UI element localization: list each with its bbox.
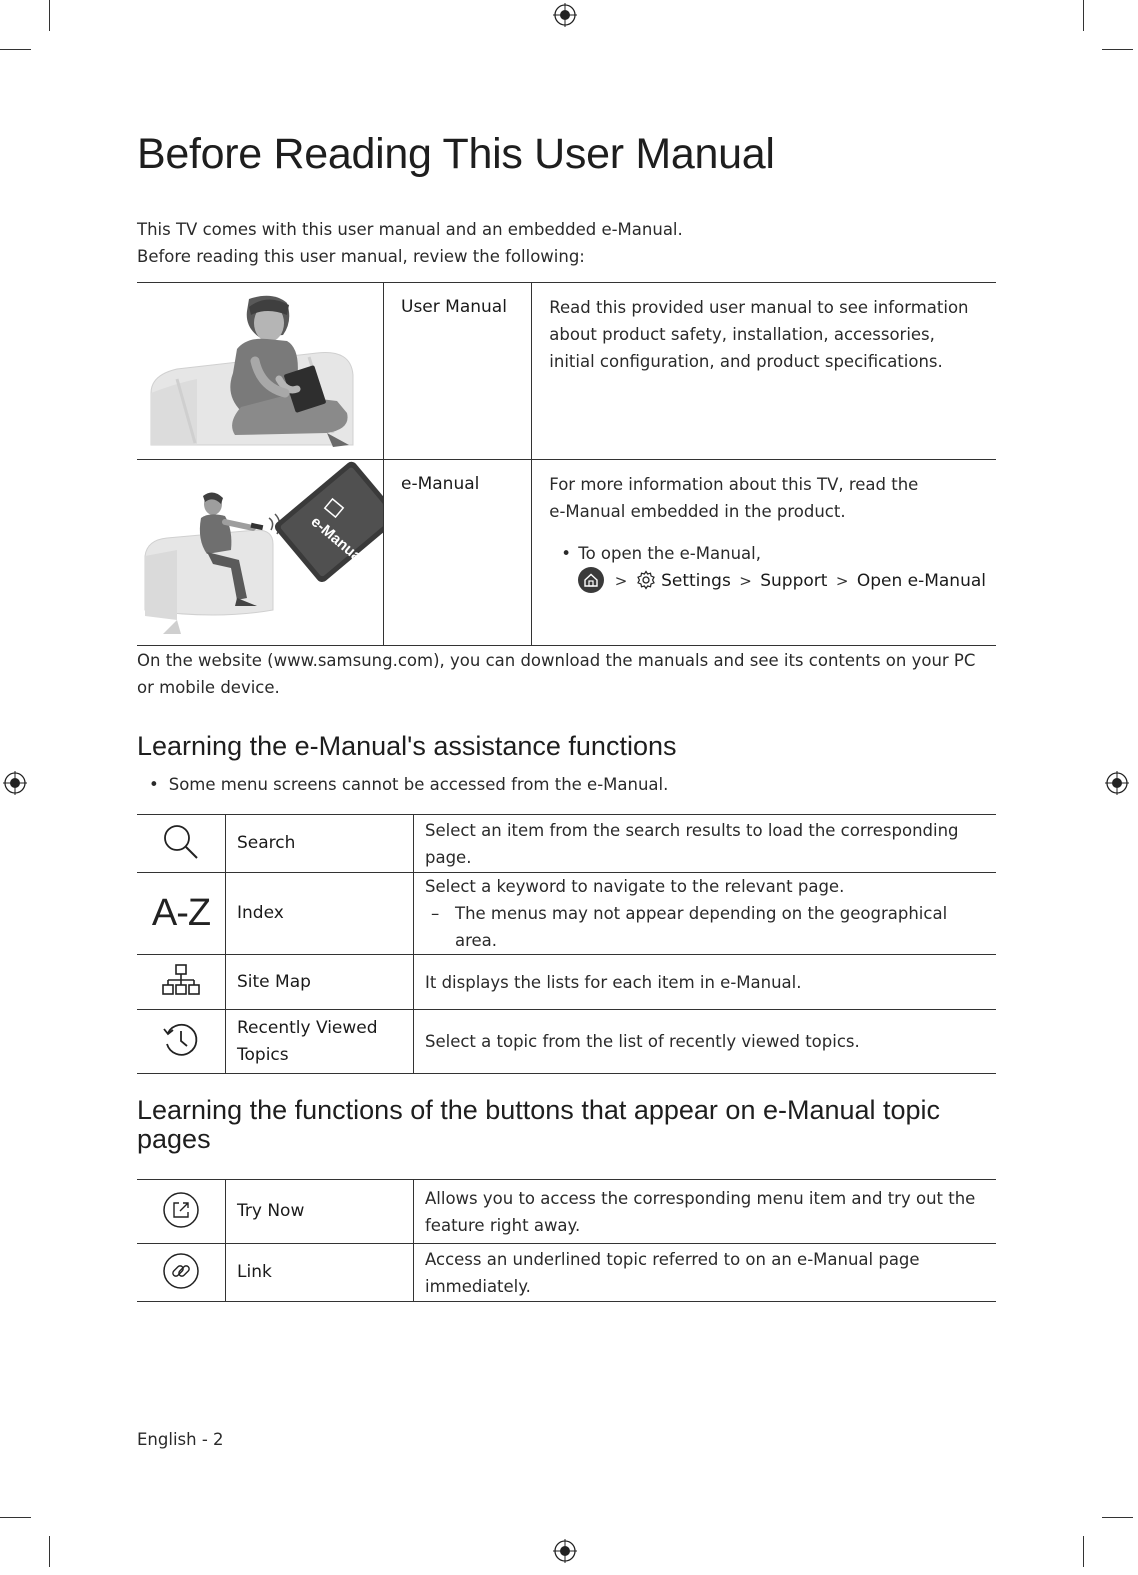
button-name: Try Now (226, 1180, 414, 1244)
crop-mark (1102, 1517, 1133, 1518)
description-cell (532, 460, 996, 646)
link-icon (162, 1252, 200, 1290)
website-note: On the website (www.samsung.com), you can download the manuals and see its contents on your PC or mobile device. (137, 651, 976, 697)
description-line: initial configuration, and product specifications. (549, 352, 943, 371)
function-description: Select a topic from the list of recently viewed topics. (414, 1010, 997, 1074)
icon-cell (137, 873, 226, 955)
function-name: Search (226, 815, 414, 873)
function-description-cell (414, 873, 997, 955)
description-cell (532, 283, 996, 460)
crop-mark (49, 0, 50, 31)
table-row (137, 1010, 996, 1074)
icon-cell (137, 1010, 226, 1074)
user-manual-label: User Manual (401, 297, 507, 317)
page-title: Before Reading This User Manual (137, 130, 775, 178)
crop-mark (0, 1517, 31, 1518)
button-description: Access an underlined topic referred to on an e-Manual page immediately. (414, 1244, 997, 1302)
page-footer: English - 2 (137, 1430, 224, 1449)
function-description: Select an item from the search results to load the corresponding page. (414, 815, 997, 873)
home-button-icon (578, 567, 604, 593)
illustration-cell (137, 283, 384, 460)
assistance-functions-table (137, 814, 996, 1074)
table-row (137, 873, 996, 955)
table-row (137, 955, 996, 1010)
button-name: Link (226, 1244, 414, 1302)
table-row (137, 1244, 996, 1302)
a-z-index-icon: A-Z (151, 892, 211, 934)
e-manual-label: e-Manual (401, 474, 480, 494)
buttons-heading: Learning the functions of the buttons that appear on e-Manual topic pages (137, 1095, 941, 1154)
intro-line: This TV comes with this user manual and an embedded e-Manual. (137, 220, 683, 239)
button-description: Allows you to access the corresponding menu item and try out the feature right away. (414, 1180, 997, 1244)
chevron-right-icon: > (835, 572, 849, 590)
chevron-right-icon: > (614, 572, 628, 590)
icon-cell (137, 815, 226, 873)
button-functions-table (137, 1179, 996, 1302)
try-now-icon (162, 1191, 200, 1229)
registration-mark-icon (1105, 771, 1129, 795)
description-line: about product safety, installation, accessories, (549, 325, 935, 344)
function-sub-note: – The menus may not appear depending on the geographical area. (425, 900, 988, 954)
intro-line: Before reading this user manual, review the following: (137, 247, 585, 266)
function-name: Site Map (226, 955, 414, 1010)
description-line: For more information about this TV, read the (549, 475, 919, 494)
person-reading-manual-illustration (137, 283, 383, 455)
function-name: Index (226, 873, 414, 955)
person-watching-tv-illustration (137, 460, 383, 641)
table-row (137, 815, 996, 873)
table-row (137, 460, 996, 646)
crop-mark (1083, 1536, 1084, 1567)
manual-types-table (137, 282, 996, 646)
registration-mark-icon (553, 3, 577, 27)
description-line: e-Manual embedded in the product. (549, 502, 846, 521)
function-name: Recently Viewed Topics (226, 1010, 414, 1074)
crop-mark (49, 1536, 50, 1567)
crop-mark (1083, 0, 1084, 31)
icon-cell (137, 1180, 226, 1244)
open-e-manual-bullet (549, 540, 986, 595)
gear-icon (636, 570, 656, 590)
settings-menu-label: Settings (661, 571, 731, 591)
function-description: It displays the lists for each item in e-Manual. (414, 955, 997, 1010)
crop-mark (1102, 49, 1133, 50)
illustration-cell (137, 460, 384, 646)
bullet-text: • To open the e-Manual, (578, 544, 761, 563)
function-description: Select a keyword to navigate to the relevant page. (425, 877, 845, 896)
search-icon (161, 822, 201, 862)
manual-type-cell (384, 460, 532, 646)
assistance-heading: Learning the e-Manual's assistance functions (137, 731, 677, 761)
history-icon (161, 1020, 201, 1060)
icon-cell (137, 955, 226, 1010)
manual-type-cell (384, 283, 532, 460)
registration-mark-icon (553, 1539, 577, 1563)
open-e-manual-menu-label: Open e-Manual (856, 571, 986, 591)
table-row (137, 1180, 996, 1244)
tv-screen-label: e-Manual (307, 513, 369, 568)
site-map-icon (161, 963, 201, 997)
crop-mark (0, 49, 31, 50)
registration-mark-icon (3, 771, 27, 795)
support-menu-label: Support (760, 571, 828, 591)
chevron-right-icon: > (739, 572, 752, 590)
assistance-note: • Some menu screens cannot be accessed from the e-Manual. (137, 775, 668, 794)
menu-path (578, 567, 986, 595)
intro-text (137, 216, 683, 270)
table-row (137, 283, 996, 460)
description-line: Read this provided user manual to see information (549, 298, 969, 317)
icon-cell (137, 1244, 226, 1302)
